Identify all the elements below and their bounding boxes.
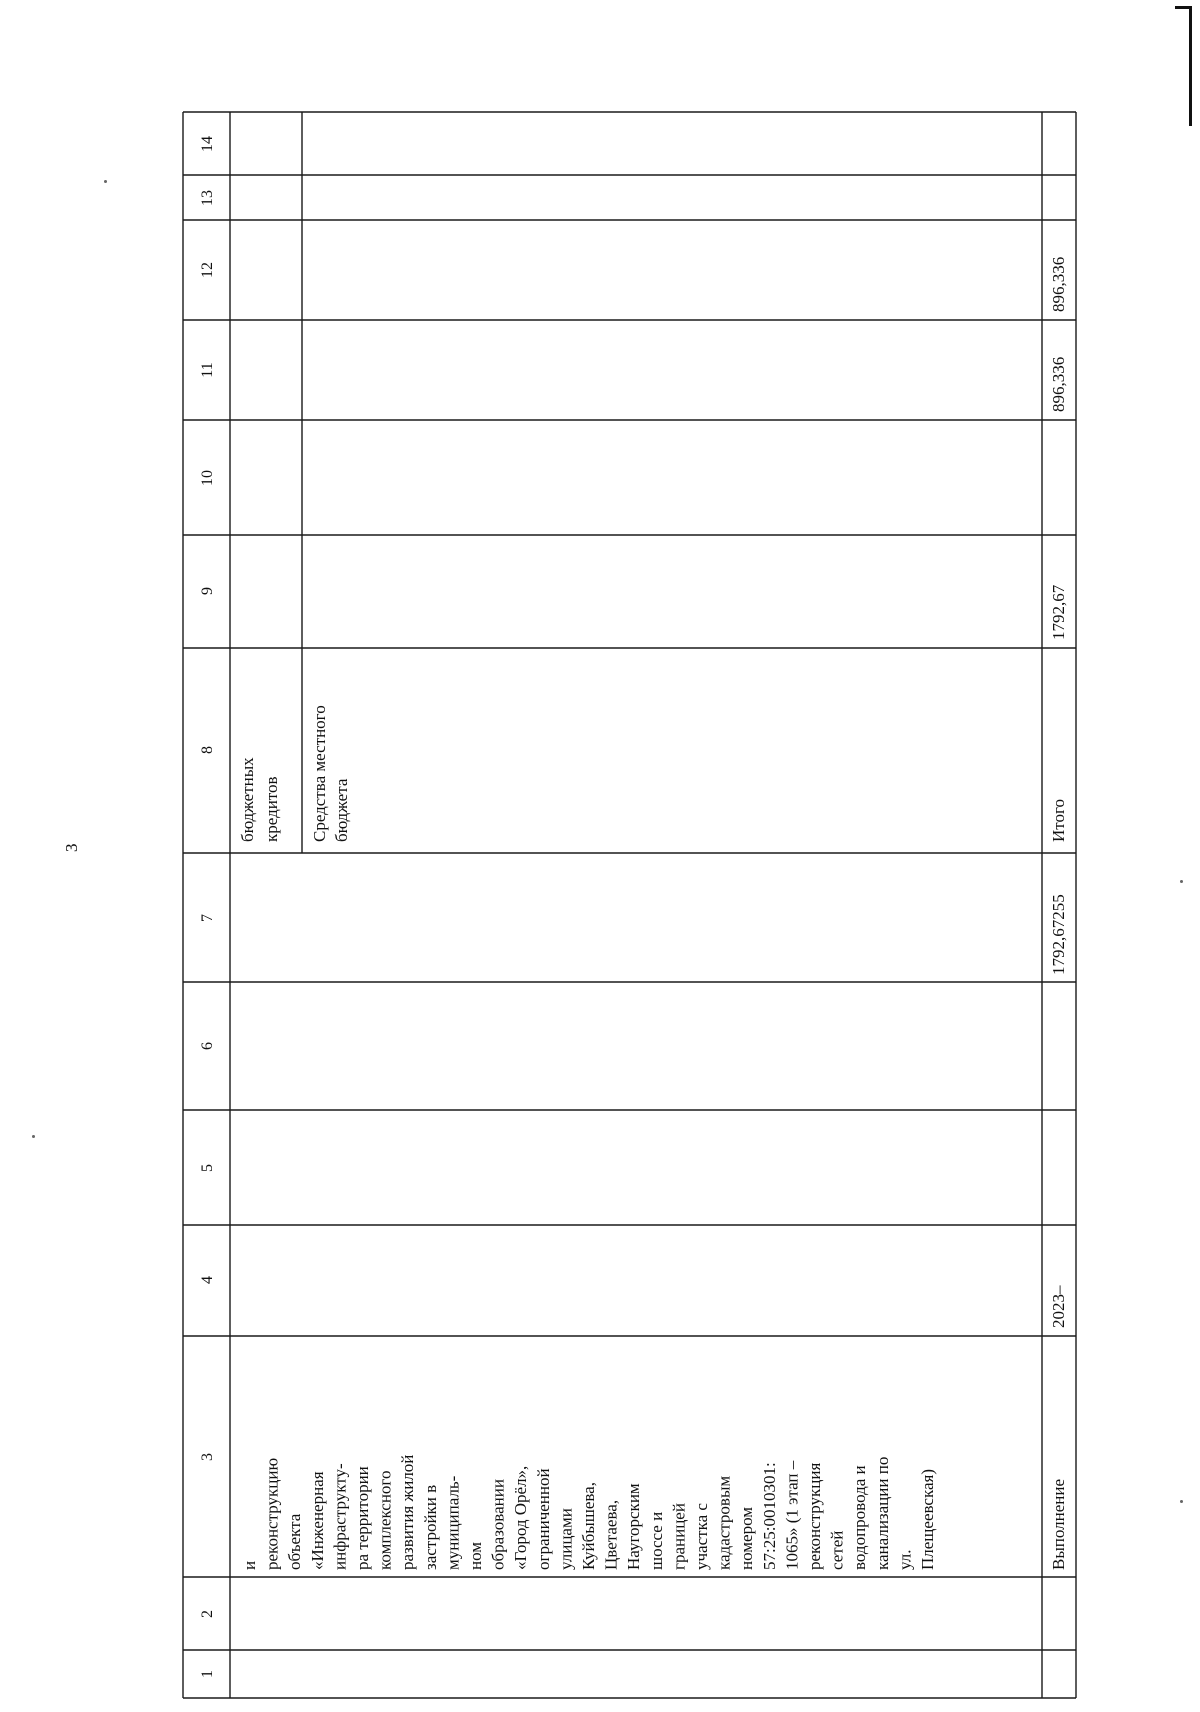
- row-description-line: образовании: [488, 1479, 508, 1570]
- header-col-2: 2: [199, 1610, 216, 1618]
- row-description-line: участка с: [692, 1503, 711, 1570]
- row-description-line: муниципаль-: [443, 1475, 463, 1570]
- row-description-line: 57:25:0010301:: [759, 1462, 779, 1570]
- row-description-line: Цветаева,: [601, 1499, 621, 1570]
- header-col-9: 9: [199, 587, 216, 595]
- row-description-line: ном: [466, 1541, 485, 1570]
- row-description-line: номером: [737, 1506, 757, 1570]
- row-description-line: «Город Орёл»,: [511, 1465, 531, 1570]
- row-description-line: развития жилой: [398, 1454, 418, 1570]
- header-col-8: 8: [199, 746, 216, 754]
- row-description-line: Наугорским: [624, 1483, 644, 1570]
- row-description-line: канализации по: [872, 1456, 892, 1570]
- source-label-credits-line2: кредитов: [262, 776, 281, 842]
- row-description-line: «Инженерная: [307, 1471, 327, 1570]
- page-number: 3: [62, 843, 81, 852]
- row-description-line: реконструкция: [805, 1462, 824, 1570]
- row-description-line: застройки в: [420, 1484, 440, 1570]
- total-row-col3: Выполнение: [1049, 1478, 1068, 1570]
- source-label-credits-line1: бюджетных: [238, 757, 257, 842]
- row-description-line: Куйбышева,: [579, 1482, 598, 1570]
- row-description-line: 1065» (1 этап –: [782, 1460, 802, 1570]
- header-col-5: 5: [199, 1164, 216, 1172]
- row-description-line: инфраструкту-: [330, 1463, 350, 1570]
- header-col-7: 7: [199, 914, 216, 922]
- header-col-12: 12: [199, 262, 216, 278]
- row-description-line: границей: [669, 1503, 689, 1570]
- row-description-line: реконструкцию: [262, 1457, 282, 1570]
- total-row-col8: Итого: [1049, 798, 1068, 842]
- header-col-1: 1: [199, 1670, 216, 1678]
- header-col-13: 13: [199, 190, 216, 206]
- row-description-line: ра территории: [353, 1466, 372, 1570]
- row-description: [240, 1455, 937, 1570]
- row-description-line: водопровода и: [850, 1465, 870, 1570]
- row-description-line: Плещеевская): [918, 1469, 937, 1570]
- total-row-col9: 1792,67: [1049, 584, 1068, 640]
- row-description-line: комплексного: [375, 1470, 395, 1570]
- row-description-line: и: [240, 1560, 259, 1570]
- header-col-11: 11: [199, 362, 216, 378]
- row-description-line: объекта: [285, 1513, 305, 1570]
- row-description-line: сетей: [827, 1530, 847, 1570]
- total-row-col11: 896,336: [1049, 356, 1068, 412]
- row-description-line: ограниченной: [533, 1468, 553, 1570]
- row-description-line: ул.: [895, 1549, 915, 1570]
- row-description-line: улицами: [556, 1508, 576, 1570]
- header-col-10: 10: [199, 470, 216, 486]
- header-col-4: 4: [199, 1276, 216, 1284]
- header-col-6: 6: [199, 1042, 216, 1050]
- total-row-col4: 2023–: [1049, 1285, 1068, 1328]
- row-description-line: кадастровым: [714, 1475, 734, 1570]
- source-label-local-line2: бюджета: [332, 778, 351, 842]
- header-col-3: 3: [199, 1453, 216, 1461]
- total-row-col7: 1792,67255: [1049, 894, 1068, 975]
- source-label-local-line1: Средства местного: [310, 705, 329, 842]
- total-row-col12: 896,336: [1049, 256, 1068, 312]
- row-description-line: шоссе и: [646, 1511, 666, 1570]
- header-col-14: 14: [199, 136, 216, 152]
